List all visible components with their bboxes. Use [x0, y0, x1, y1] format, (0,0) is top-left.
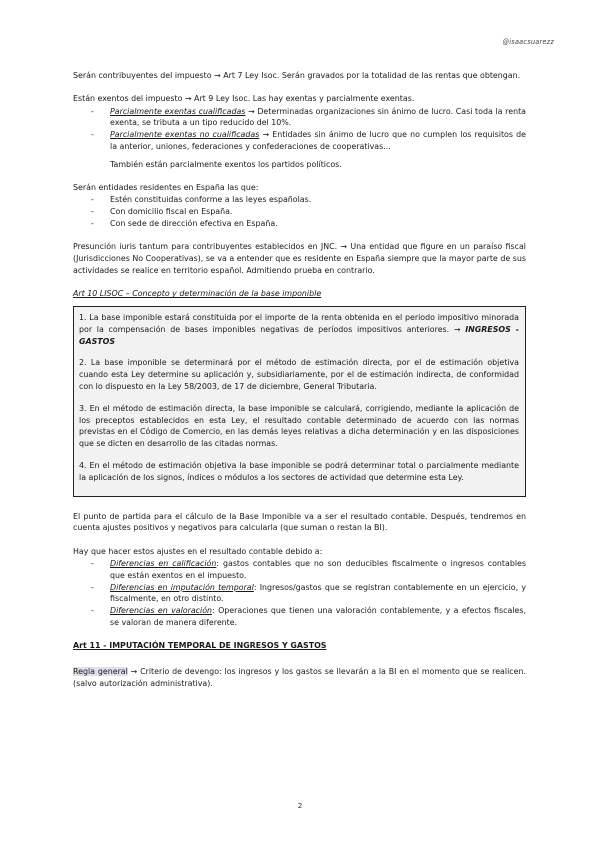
list-item: - Diferencias en valoración: Operaciones que tienen una valoración contablemente, y a efectos fiscales, se valoran de manera diferente. — [73, 605, 526, 629]
list-residentes — [73, 194, 526, 229]
paragraph-partidos: También están parcialmente exentos los partidos políticos. — [110, 159, 342, 169]
page-number: 2 — [297, 801, 303, 810]
paragraph-ajustes: Hay que hacer estos ajustes en el resultado contable debido a: — [73, 546, 323, 556]
art10-heading: Art 10 LISOC – Concepto y determinación de la base imponible — [73, 289, 322, 299]
author-watermark: @isaacsuarezz — [502, 38, 554, 46]
list-exentos — [73, 106, 526, 153]
paragraph-punto-partida: El punto de partida para el cálculo de la Base Imponible va a ser el resultado contable. Después, tendremos en cuenta ajustes positivos y negativos para calcularla (que suman o restan la BI). — [73, 511, 526, 533]
list-item: - Parcialmente exentas no cualificadas → Entidades sin ánimo de lucro que no cumplen los requisitos de la anterior, uniones, federaciones y confederaciones de cooperativas... — [73, 129, 526, 153]
paragraph-presuncion: Presunción iuris tantum para contribuyentes establecidos en JNC. → Una entidad que figure en un paraíso fiscal (Jurisdicciones No Cooperativas), se va a entender que es residente en España siempre que la mayor parte de sus actividades se realice en territorio español. Admitiendo prueba en contrario. — [73, 242, 526, 275]
list-item: - Estén constituidas conforme a las leyes españolas. — [73, 194, 526, 206]
list-item: - Con sede de dirección efectiva en España. — [73, 218, 526, 230]
box-paragraph-1: 1. La base imponible estará constituida por el importe de la renta obtenida en el periodo impositivo minorada por la compensación de bases imponibles negativas de períodos impositivos anteriores. → INGRESOS - GASTOS — [79, 312, 520, 346]
paragraph-regla-general: Regla general → Criterio de devengo: los ingresos y los gastos se llevarán a la BI en el momento que se realicen. (salvo autorización administrativa). — [73, 666, 526, 688]
term: Diferencias en calificación — [110, 558, 217, 568]
paragraph-exentos: Están exentos del impuesto → Art 9 Ley Isoc. Las hay exentas y parcialmente exentas. — [73, 94, 415, 104]
list-item: - Parcialmente exentas cualificadas → Determinadas organizaciones sin ánimo de lucro. Casi toda la renta exenta, se tributa a un tipo reducido del 10%. — [73, 106, 526, 130]
list-ajustes — [73, 558, 526, 629]
box-paragraph-3: 3. En el método de estimación directa, la base imponible se calculará, corrigiendo, mediante la aplicación de los preceptos establecidos en esta Ley, el resultado contable determinado de acuerdo con las normas previstas en el Código de Comercio, en las demás leyes relativas a dicha determinación y en las disposiciones que se dicten en desarrollo de las citadas normas. — [79, 403, 519, 449]
list-item: - Diferencias en imputación temporal: Ingresos/gastos que se registran contablemente en un ejercicio, y fiscalmente, en otro distinto. — [73, 582, 526, 606]
art11-heading: Art 11 - IMPUTACIÓN TEMPORAL DE INGRESOS Y GASTOS — [73, 641, 327, 651]
box-paragraph-4: 4. En el método de estimación objetiva la base imponible se podrá determinar total o parcialmente mediante la aplicación de los signos, índices o módulos a los sectores de actividad que determine esta Ley. — [79, 460, 519, 482]
highlighted-term: Regla general — [73, 666, 128, 676]
list-item: - Con domicilio fiscal en España. — [73, 206, 526, 218]
page-content — [73, 70, 526, 701]
box-paragraph-2: 2. La base imponible se determinará por el método de estimación directa, por el de estimación objetiva cuando esta Ley determine su aplicación y, subsidiariamente, por el de estimación indirecta, de conformidad con lo dispuesto en la Ley 58/2003, de 17 de diciembre, General Tributaria. — [79, 358, 519, 391]
paragraph-residentes: Serán entidades residentes en España las que: — [73, 183, 259, 193]
legal-text-box — [73, 306, 526, 497]
term: Parcialmente exentas cualificadas — [110, 106, 246, 116]
list-item: - Diferencias en calificación: gastos contables que no son deducibles fiscalmente o ingresos contables que están exentos en el impuesto. — [73, 558, 526, 582]
term: Diferencias en valoración — [110, 606, 213, 616]
paragraph-contribuyentes: Serán contribuyentes del impuesto → Art 7 Ley Isoc. Serán gravados por la totalidad de las rentas que obtengan. — [73, 71, 521, 80]
term: Diferencias en imputación temporal — [110, 582, 254, 592]
term: Parcialmente exentas no cualificadas — [110, 130, 260, 140]
